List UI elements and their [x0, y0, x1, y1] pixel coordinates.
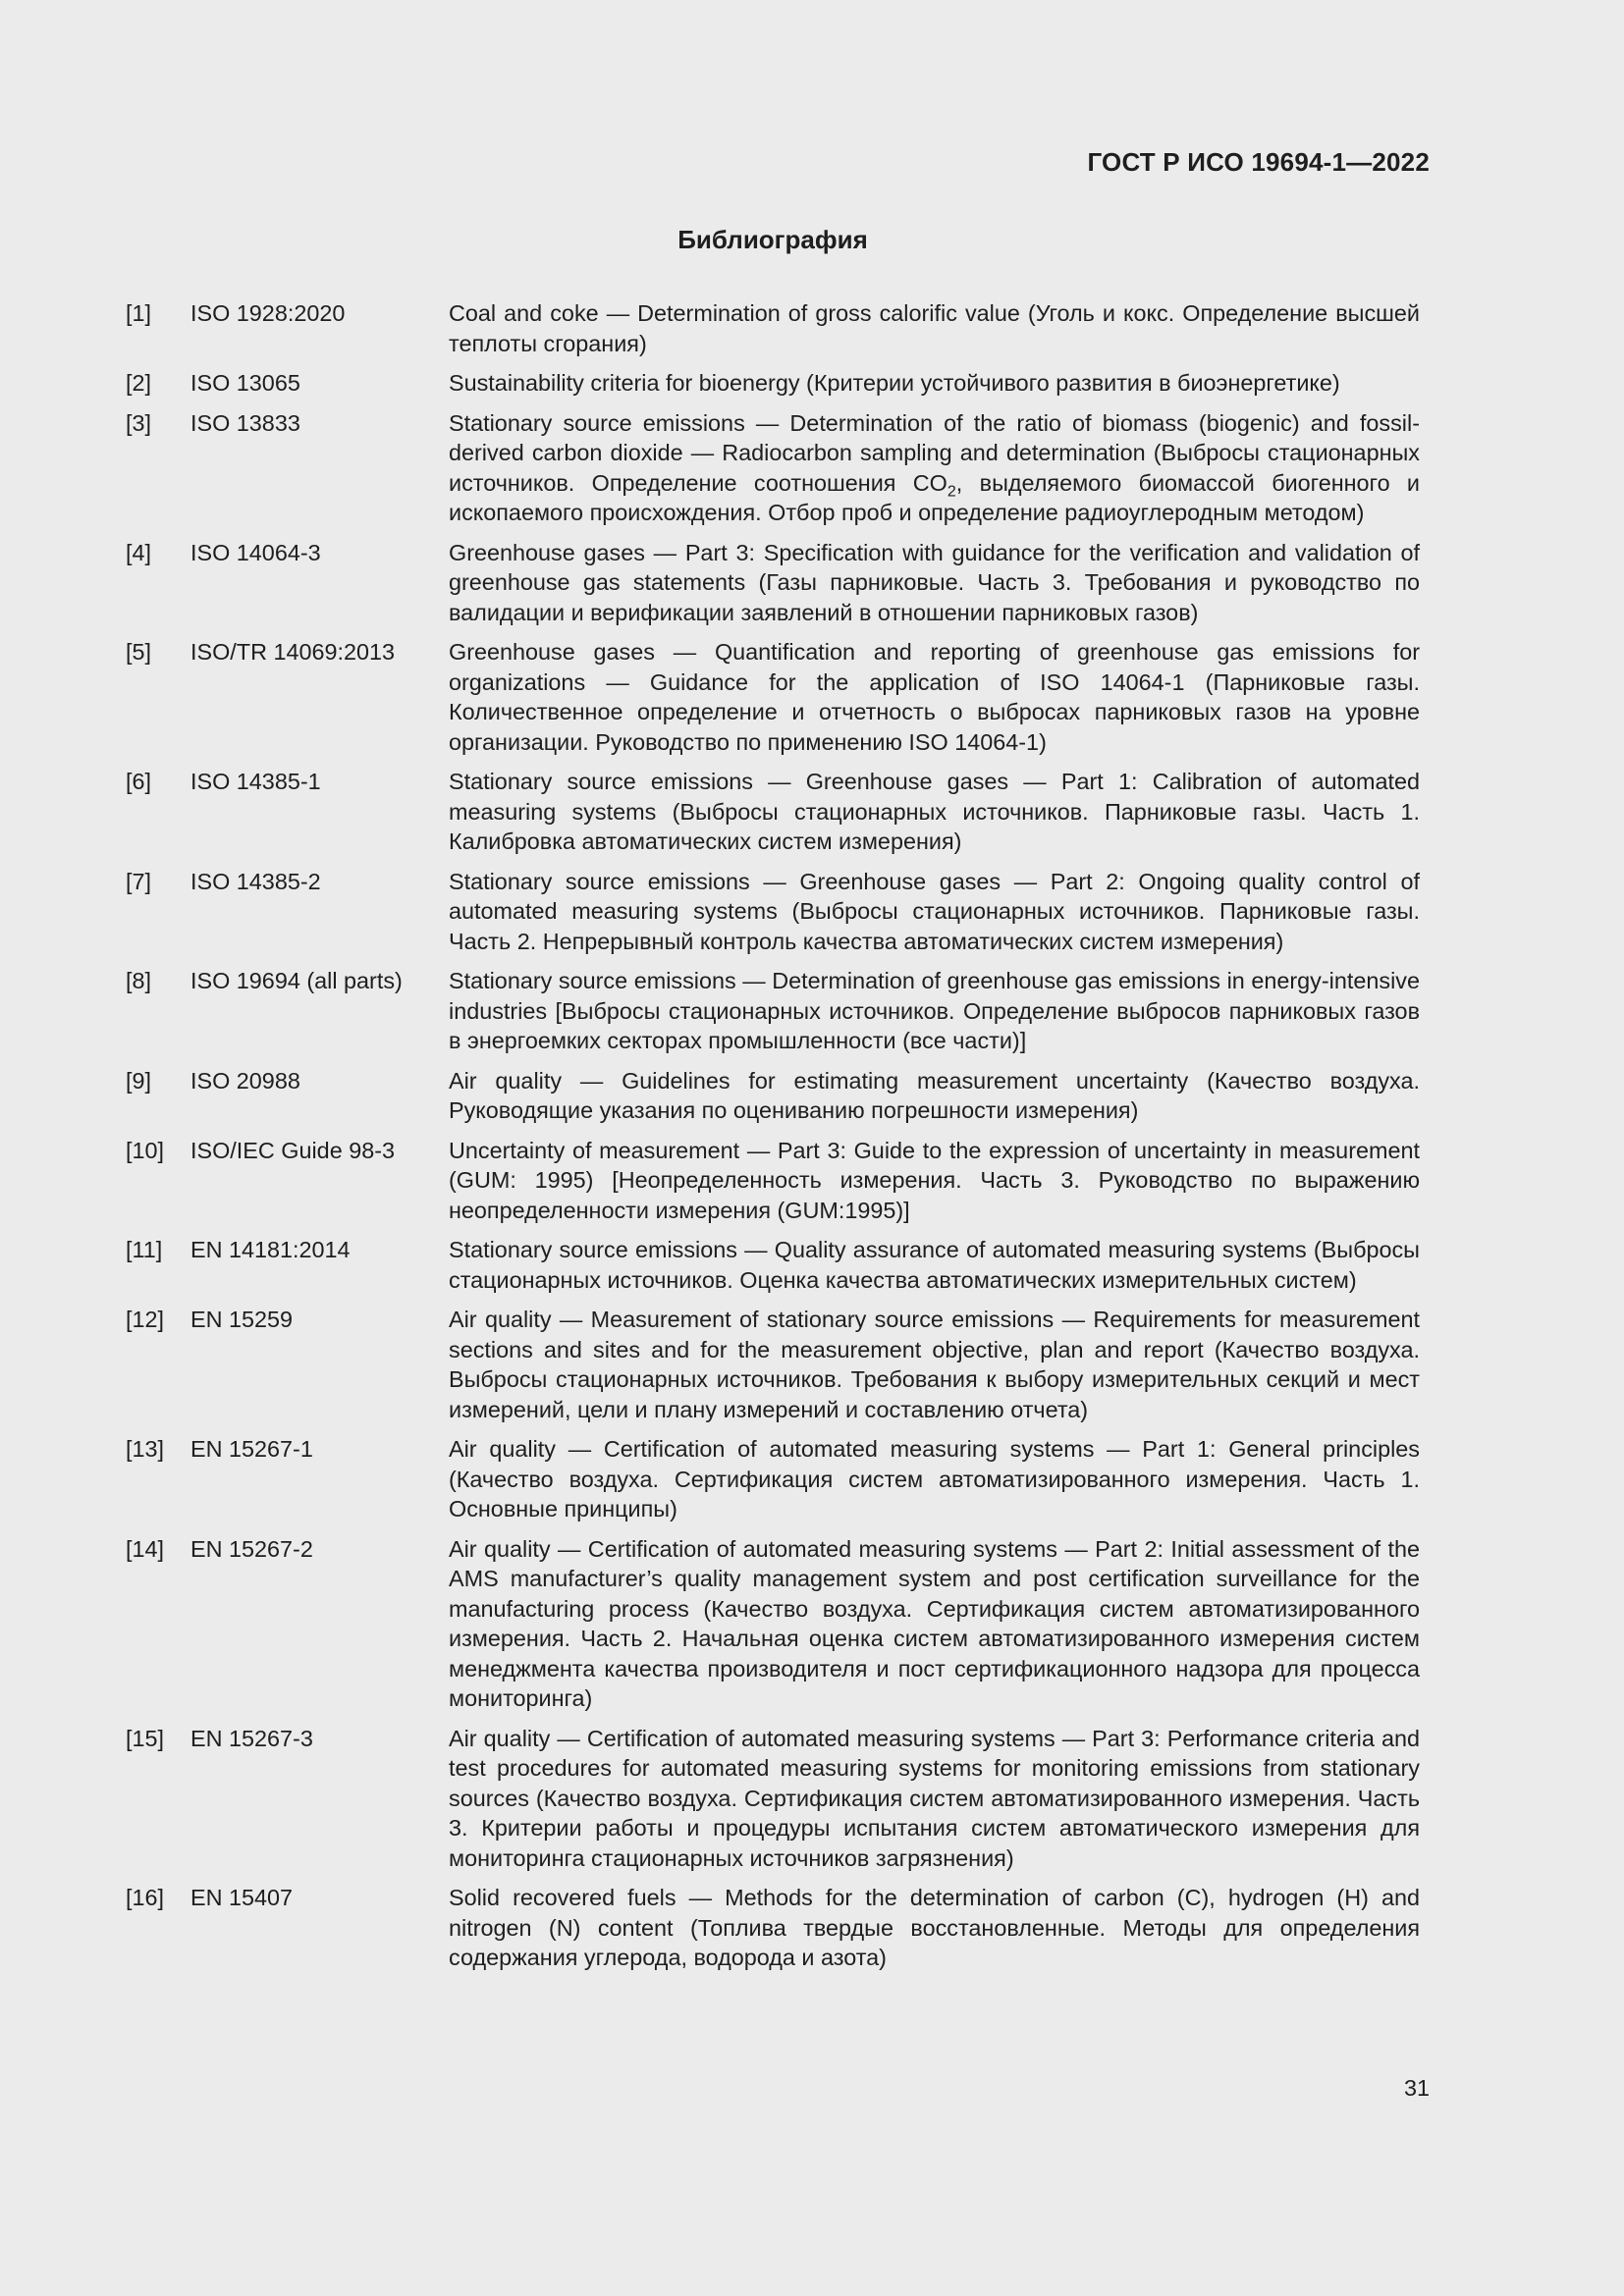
- entry-number: [7]: [126, 868, 152, 894]
- entry-title: Uncertainty of measurement — Part 3: Guide to the expression of uncertainty in measurement (GUM: 1995) [Неопределенность измерения. Часть 3. Руководство по выражению неопределенности измерения (GUM:1995)]: [449, 1137, 1420, 1223]
- entry-title: Stationary source emissions — Determination of greenhouse gas emissions in energy-intensive industries [Выбросы стационарных источников. Определение выбросов парниковых газов в энергоемких секторах промышленности (все части)]: [449, 968, 1420, 1053]
- bibliography-entry: [126, 966, 1420, 1056]
- entry-standard-code: ISO 13833: [190, 409, 300, 436]
- entry-standard-code: EN 15259: [190, 1307, 294, 1332]
- entry-title: Air quality — Certification of automated measuring systems — Part 3: Performance criteria and test procedures for automated measuring systems for monitoring emissions from stationary sources (Качество воздуха. Сертификация систем автоматизированного измерения. Часть 3. Критерии работы и процедуры испытания систем автоматического измерения для мониторинга стационарных источников загрязнения): [449, 1725, 1420, 1871]
- chemical-subscript: 2: [947, 483, 956, 501]
- bibliography-entry: [126, 368, 1420, 399]
- entry-number: [13]: [126, 1436, 165, 1462]
- entry-number: [12]: [126, 1307, 165, 1332]
- document-header: ГОСТ Р ИСО 19694-1—2022: [1087, 147, 1430, 177]
- entry-standard-code: ISO 20988: [190, 1067, 300, 1094]
- bibliography-entry: [126, 1724, 1420, 1874]
- entry-standard-code: ISO/TR 14069:2013: [190, 639, 396, 665]
- entry-number: [6]: [126, 769, 152, 794]
- entry-title: Solid recovered fuels — Methods for the determination of carbon (C), hydrogen (H) and nitrogen (N) content (Топлива твердые восстановленные. Методы для определения содержания углерода, водорода и азота): [449, 1885, 1420, 1970]
- entry-number: [14]: [126, 1535, 165, 1562]
- entry-number: [10]: [126, 1137, 165, 1163]
- entry-title: Stationary source emissions — Greenhouse gases — Part 1: Calibration of automated measuring systems (Выбросы стационарных источников. Парниковые газы. Часть 1. Калибровка автоматических систем измерения): [449, 769, 1420, 854]
- entry-standard-code: ISO/IEC Guide 98-3: [190, 1137, 396, 1163]
- bibliography-entry: [126, 637, 1420, 757]
- bibliography-entry: [126, 298, 1420, 358]
- bibliography-entry: [126, 1066, 1420, 1126]
- bibliography-list: [126, 298, 1420, 1983]
- entry-title: Coal and coke — Determination of gross calorific value (Уголь и кокс. Определение высшей теплоты сгорания): [449, 300, 1420, 356]
- entry-title: Air quality — Certification of automated measuring systems — Part 1: General principles (Качество воздуха. Сертификация систем автоматизированного измерения. Часть 1. Основные принципы): [449, 1436, 1420, 1522]
- entry-title: Air quality — Certification of automated measuring systems — Part 2: Initial assessment of the AMS manufacturer’s quality management system and post certification surveillance for the manufacturing process (Качество воздуха. Сертификация систем автоматизированного измерения. Часть 2. Начальная оценка систем автоматизированного измерения систем менеджмента качества производителя и пост сертификационного надзора для процесса мониторинга): [449, 1535, 1420, 1711]
- entry-standard-code: EN 15407: [190, 1885, 294, 1910]
- entry-number: [3]: [126, 409, 152, 436]
- entry-title: [449, 408, 1420, 528]
- entry-title: Stationary source emissions — Quality assurance of automated measuring systems (Выбросы стационарных источников. Оценка качества автоматических измерительных систем): [449, 1237, 1420, 1293]
- entry-number: [11]: [126, 1237, 163, 1262]
- bibliography-entry: [126, 1434, 1420, 1524]
- bibliography-entry: [126, 1305, 1420, 1424]
- bibliography-entry: [126, 1534, 1420, 1714]
- bibliography-entry: [126, 767, 1420, 857]
- entry-title: Sustainability criteria for bioenergy (Критерии устойчивого развития в биоэнергетике): [449, 370, 1340, 396]
- entry-number: [2]: [126, 370, 152, 396]
- page-number: 31: [1403, 2075, 1430, 2101]
- entry-number: [5]: [126, 639, 152, 665]
- entry-number: [16]: [126, 1885, 165, 1910]
- entry-title: Air quality — Guidelines for estimating measurement uncertainty (Качество воздуха. Руководящие указания по оцениванию погрешности измерения): [449, 1067, 1420, 1123]
- entry-standard-code: ISO 19694 (all parts): [190, 968, 403, 993]
- entry-standard-code: EN 15267-3: [190, 1725, 313, 1751]
- entry-number: [1]: [126, 300, 152, 326]
- entry-title: Stationary source emissions — Greenhouse gases — Part 2: Ongoing quality control of automated measuring systems (Выбросы стационарных источников. Парниковые газы. Часть 2. Непрерывный контроль качества автоматических систем измерения): [449, 868, 1420, 954]
- bibliography-entry: [126, 1883, 1420, 1973]
- entry-standard-code: EN 15267-2: [190, 1535, 313, 1562]
- entry-number: [8]: [126, 968, 152, 993]
- entry-standard-code: ISO 14385-2: [190, 868, 321, 894]
- entry-title: Air quality — Measurement of stationary source emissions — Requirements for measurement sections and sites and for the measurement objective, plan and report (Качество воздуха. Выбросы стационарных источников. Требования к выбору измерительных секций и мест измерений, цели и плану измерений и составлению отчета): [449, 1307, 1420, 1422]
- entry-title-part: , выделяемого биомассой биогенного и ископаемого происхождения. Отбор проб и определение радиоуглеродным методом): [449, 469, 1420, 525]
- bibliography-entry: [126, 1136, 1420, 1226]
- entry-title: Greenhouse gases — Quantification and reporting of greenhouse gas emissions for organizations — Guidance for the application of ISO 14064-1 (Парниковые газы. Количественное определение и отчетность о выбросах парниковых газов на уровне организации. Руководство по применению ISO 14064-1): [449, 639, 1420, 755]
- entry-standard-code: ISO 13065: [190, 370, 300, 396]
- entry-title-part: Stationary source emissions — Determination of the ratio of biomass (biogenic) and fossil-derived carbon dioxide — Radiocarbon sampling and determination (Выбросы стационарных источников. Определение соотношения CO: [449, 409, 1420, 496]
- entry-standard-code: ISO 14064-3: [190, 539, 321, 565]
- bibliography-entry: [126, 867, 1420, 957]
- entry-number: [9]: [126, 1067, 152, 1094]
- entry-number: [15]: [126, 1725, 165, 1751]
- bibliography-entry: [126, 1235, 1420, 1295]
- bibliography-entry: [126, 408, 1420, 528]
- entry-standard-code: ISO 1928:2020: [190, 300, 346, 326]
- bibliography-entry: [126, 538, 1420, 628]
- entry-standard-code: EN 14181:2014: [190, 1237, 351, 1262]
- entry-standard-code: EN 15267-1: [190, 1436, 313, 1462]
- entry-number: [4]: [126, 539, 152, 565]
- entry-standard-code: ISO 14385-1: [190, 769, 321, 794]
- section-title: Библиография: [677, 225, 868, 254]
- entry-title: Greenhouse gases — Part 3: Specification with guidance for the verification and validation of greenhouse gas statements (Газы парниковые. Часть 3. Требования и руководство по валидации и верификации заявлений в отношении парниковых газов): [449, 539, 1420, 625]
